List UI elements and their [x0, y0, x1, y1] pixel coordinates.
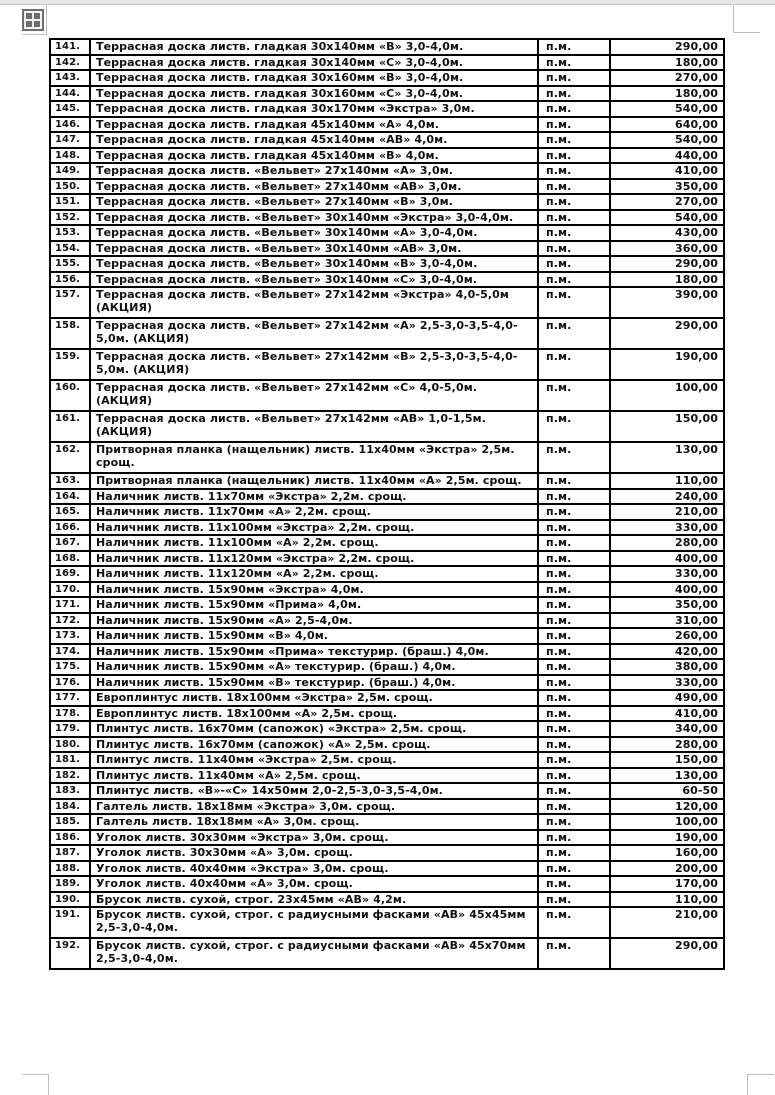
row-number-cell[interactable]: 184. [50, 799, 90, 815]
row-number-cell[interactable]: 141. [50, 39, 90, 55]
unit-cell[interactable]: п.м. [538, 520, 610, 536]
unit-cell[interactable]: п.м. [538, 504, 610, 520]
table-row [50, 210, 724, 226]
row-number-cell[interactable]: 170. [50, 582, 90, 598]
row-number-cell[interactable]: 152. [50, 210, 90, 226]
product-name-cell[interactable]: Плинтус листв. «В»-«С» 14х50мм 2,0-2,5-3,0-3,5-4,0м. [90, 783, 538, 799]
unit-cell[interactable]: п.м. [538, 706, 610, 722]
price-cell[interactable]: 180,00 [610, 55, 724, 71]
table-row [50, 768, 724, 784]
unit-cell[interactable]: п.м. [538, 148, 610, 164]
price-cell[interactable]: 190,00 [610, 349, 724, 380]
unit-cell[interactable]: п.м. [538, 597, 610, 613]
price-cell[interactable]: 110,00 [610, 473, 724, 489]
handle-cell [26, 13, 32, 19]
price-table [49, 38, 725, 970]
price-cell[interactable]: 400,00 [610, 551, 724, 567]
product-name-cell[interactable]: Террасная доска листв. «Вельвет» 27х142мм «Экстра» 4,0-5,0м (АКЦИЯ) [90, 287, 538, 318]
unit-cell[interactable]: п.м. [538, 690, 610, 706]
product-name-cell[interactable]: Наличник листв. 11х100мм «А» 2,2м. срощ. [90, 535, 538, 551]
price-cell[interactable]: 290,00 [610, 256, 724, 272]
price-cell[interactable]: 150,00 [610, 411, 724, 442]
row-number-cell[interactable]: 177. [50, 690, 90, 706]
product-name-cell[interactable]: Брусок листв. сухой, строг. 23х45мм «АВ» 4,2м. [90, 892, 538, 908]
table-row [50, 907, 724, 938]
price-cell[interactable]: 430,00 [610, 225, 724, 241]
product-name-cell[interactable]: Террасная доска листв. гладкая 45х140мм «АВ» 4,0м. [90, 132, 538, 148]
price-cell[interactable]: 330,00 [610, 520, 724, 536]
unit-cell[interactable]: п.м. [538, 380, 610, 411]
unit-cell[interactable]: п.м. [538, 535, 610, 551]
unit-cell[interactable]: п.м. [538, 892, 610, 908]
table-row [50, 225, 724, 241]
product-name-cell[interactable]: Террасная доска листв. «Вельвет» 27х142мм «А» 2,5-3,0-3,5-4,0-5,0м. (АКЦИЯ) [90, 318, 538, 349]
product-name-cell[interactable]: Террасная доска листв. «Вельвет» 27х142мм «В» 2,5-3,0-3,5-4,0-5,0м. (АКЦИЯ) [90, 349, 538, 380]
unit-cell[interactable]: п.м. [538, 411, 610, 442]
product-name-cell[interactable]: Наличник листв. 15х90мм «Экстра» 4,0м. [90, 582, 538, 598]
price-table-body [50, 39, 724, 969]
product-name-cell[interactable]: Уголок листв. 40х40мм «Экстра» 3,0м. срощ. [90, 861, 538, 877]
product-name-cell[interactable]: Притворная планка (нащельник) листв. 11х40мм «Экстра» 2,5м. срощ. [90, 442, 538, 473]
table-row [50, 163, 724, 179]
product-name-cell[interactable]: Наличник листв. 11х120мм «Экстра» 2,2м. срощ. [90, 551, 538, 567]
unit-cell[interactable]: п.м. [538, 675, 610, 691]
price-cell[interactable]: 270,00 [610, 194, 724, 210]
price-cell[interactable]: 110,00 [610, 892, 724, 908]
price-cell[interactable]: 310,00 [610, 613, 724, 629]
page-corner-mark-top-right [733, 6, 760, 33]
table-row [50, 442, 724, 473]
price-cell[interactable]: 190,00 [610, 830, 724, 846]
table-row [50, 659, 724, 675]
table-row [50, 101, 724, 117]
price-cell[interactable]: 130,00 [610, 442, 724, 473]
product-name-cell[interactable]: Террасная доска листв. гладкая 30х160мм «С» 3,0-4,0м. [90, 86, 538, 102]
row-number-cell[interactable]: 191. [50, 907, 90, 938]
row-number-cell[interactable]: 146. [50, 117, 90, 133]
price-cell[interactable]: 120,00 [610, 799, 724, 815]
product-name-cell[interactable]: Галтель листв. 18х18мм «Экстра» 3,0м. срощ. [90, 799, 538, 815]
table-row [50, 473, 724, 489]
table-row [50, 752, 724, 768]
product-name-cell[interactable]: Террасная доска листв. гладкая 30х170мм «Экстра» 3,0м. [90, 101, 538, 117]
row-number-cell[interactable]: 154. [50, 241, 90, 257]
row-number-cell[interactable]: 145. [50, 101, 90, 117]
table-row [50, 194, 724, 210]
unit-cell[interactable]: п.м. [538, 225, 610, 241]
table-row [50, 411, 724, 442]
row-number-cell[interactable]: 188. [50, 861, 90, 877]
price-cell[interactable]: 290,00 [610, 39, 724, 55]
product-name-cell[interactable]: Террасная доска листв. «Вельвет» 27х142мм «АВ» 1,0-1,5м. (АКЦИЯ) [90, 411, 538, 442]
product-name-cell[interactable]: Террасная доска листв. «Вельвет» 27х140мм «А» 3,0м. [90, 163, 538, 179]
price-cell[interactable]: 400,00 [610, 582, 724, 598]
unit-cell[interactable]: п.м. [538, 628, 610, 644]
row-number-cell[interactable]: 161. [50, 411, 90, 442]
row-number-cell[interactable]: 172. [50, 613, 90, 629]
table-row [50, 721, 724, 737]
row-number-cell[interactable]: 166. [50, 520, 90, 536]
row-number-cell[interactable]: 162. [50, 442, 90, 473]
table-row [50, 504, 724, 520]
unit-cell[interactable]: п.м. [538, 551, 610, 567]
unit-cell[interactable]: п.м. [538, 644, 610, 660]
unit-cell[interactable]: п.м. [538, 442, 610, 473]
unit-cell[interactable]: п.м. [538, 489, 610, 505]
table-row [50, 845, 724, 861]
row-number-cell[interactable]: 178. [50, 706, 90, 722]
row-number-cell[interactable]: 167. [50, 535, 90, 551]
row-number-cell[interactable]: 143. [50, 70, 90, 86]
table-row [50, 861, 724, 877]
row-number-cell[interactable]: 179. [50, 721, 90, 737]
table-row [50, 70, 724, 86]
row-number-cell[interactable]: 187. [50, 845, 90, 861]
table-row [50, 55, 724, 71]
price-cell[interactable]: 330,00 [610, 675, 724, 691]
product-name-cell[interactable]: Плинтус листв. 16х70мм (сапожок) «А» 2,5м. срощ. [90, 737, 538, 753]
product-name-cell[interactable]: Террасная доска листв. «Вельвет» 30х140мм «АВ» 3,0м. [90, 241, 538, 257]
price-cell[interactable]: 440,00 [610, 148, 724, 164]
product-name-cell[interactable]: Брусок листв. сухой, строг. с радиусными фасками «АВ» 45х70мм 2,5-3,0-4,0м. [90, 938, 538, 969]
unit-cell[interactable]: п.м. [538, 907, 610, 938]
product-name-cell[interactable]: Уголок листв. 30х30мм «Экстра» 3,0м. срощ. [90, 830, 538, 846]
product-name-cell[interactable]: Террасная доска листв. гладкая 45х140мм «В» 4,0м. [90, 148, 538, 164]
row-number-cell[interactable]: 158. [50, 318, 90, 349]
product-name-cell[interactable]: Наличник листв. 15х90мм «А» текстурир. (браш.) 4,0м. [90, 659, 538, 675]
table-row [50, 39, 724, 55]
unit-cell[interactable]: п.м. [538, 566, 610, 582]
price-cell[interactable]: 130,00 [610, 768, 724, 784]
row-number-cell[interactable]: 150. [50, 179, 90, 195]
product-name-cell[interactable]: Европлинтус листв. 18х100мм «Экстра» 2,5м. срощ. [90, 690, 538, 706]
unit-cell[interactable]: п.м. [538, 721, 610, 737]
row-number-cell[interactable]: 168. [50, 551, 90, 567]
table-row [50, 597, 724, 613]
product-name-cell[interactable]: Террасная доска листв. «Вельвет» 30х140мм «С» 3,0-4,0м. [90, 272, 538, 288]
price-cell[interactable]: 540,00 [610, 132, 724, 148]
product-name-cell[interactable]: Европлинтус листв. 18х100мм «А» 2,5м. срощ. [90, 706, 538, 722]
table-row [50, 380, 724, 411]
product-name-cell[interactable]: Наличник листв. 15х90мм «А» 2,5-4,0м. [90, 613, 538, 629]
product-name-cell[interactable]: Уголок листв. 30х30мм «А» 3,0м. срощ. [90, 845, 538, 861]
row-number-cell[interactable]: 185. [50, 814, 90, 830]
row-number-cell[interactable]: 169. [50, 566, 90, 582]
row-number-cell[interactable]: 151. [50, 194, 90, 210]
row-number-cell[interactable]: 163. [50, 473, 90, 489]
price-cell[interactable]: 280,00 [610, 535, 724, 551]
price-cell[interactable]: 360,00 [610, 241, 724, 257]
price-cell[interactable]: 420,00 [610, 644, 724, 660]
product-name-cell[interactable]: Террасная доска листв. «Вельвет» 30х140мм «В» 3,0-4,0м. [90, 256, 538, 272]
row-number-cell[interactable]: 149. [50, 163, 90, 179]
product-name-cell[interactable]: Наличник листв. 15х90мм «В» текстурир. (браш.) 4,0м. [90, 675, 538, 691]
product-name-cell[interactable]: Террасная доска листв. «Вельвет» 30х140мм «Экстра» 3,0-4,0м. [90, 210, 538, 226]
page-corner-mark-bottom-left [22, 1074, 49, 1095]
table-row [50, 566, 724, 582]
row-number-cell[interactable]: 159. [50, 349, 90, 380]
row-number-cell[interactable]: 157. [50, 287, 90, 318]
unit-cell[interactable]: п.м. [538, 349, 610, 380]
table-row [50, 613, 724, 629]
unit-cell[interactable]: п.м. [538, 799, 610, 815]
table-row [50, 690, 724, 706]
unit-cell[interactable]: п.м. [538, 272, 610, 288]
unit-cell[interactable]: п.м. [538, 256, 610, 272]
product-name-cell[interactable]: Галтель листв. 18х18мм «А» 3,0м. срощ. [90, 814, 538, 830]
row-number-cell[interactable]: 155. [50, 256, 90, 272]
unit-cell[interactable]: п.м. [538, 814, 610, 830]
table-row [50, 644, 724, 660]
table-row [50, 287, 724, 318]
table-row [50, 489, 724, 505]
unit-cell[interactable]: п.м. [538, 70, 610, 86]
product-name-cell[interactable]: Наличник листв. 11х70мм «Экстра» 2,2м. срощ. [90, 489, 538, 505]
price-cell[interactable]: 160,00 [610, 845, 724, 861]
table-row [50, 799, 724, 815]
row-number-cell[interactable]: 165. [50, 504, 90, 520]
handle-cell [34, 21, 40, 27]
unit-cell[interactable]: п.м. [538, 783, 610, 799]
price-cell[interactable]: 60-50 [610, 783, 724, 799]
product-name-cell[interactable]: Плинтус листв. 11х40мм «Экстра» 2,5м. срощ. [90, 752, 538, 768]
row-number-cell[interactable]: 180. [50, 737, 90, 753]
unit-cell[interactable]: п.м. [538, 876, 610, 892]
price-cell[interactable]: 490,00 [610, 690, 724, 706]
product-name-cell[interactable]: Террасная доска листв. гладкая 30х140мм «В» 3,0-4,0м. [90, 39, 538, 55]
table-row [50, 179, 724, 195]
price-cell[interactable]: 290,00 [610, 318, 724, 349]
table-row [50, 318, 724, 349]
row-number-cell[interactable]: 148. [50, 148, 90, 164]
price-cell[interactable]: 350,00 [610, 597, 724, 613]
unit-cell[interactable]: п.м. [538, 86, 610, 102]
unit-cell[interactable]: п.м. [538, 241, 610, 257]
row-number-cell[interactable]: 190. [50, 892, 90, 908]
handle-cell [26, 21, 32, 27]
price-cell[interactable]: 100,00 [610, 814, 724, 830]
product-name-cell[interactable]: Наличник листв. 11х100мм «Экстра» 2,2м. срощ. [90, 520, 538, 536]
row-number-cell[interactable]: 153. [50, 225, 90, 241]
table-row [50, 241, 724, 257]
price-cell[interactable]: 280,00 [610, 737, 724, 753]
table-move-handle-icon[interactable] [22, 9, 44, 31]
price-cell[interactable]: 340,00 [610, 721, 724, 737]
table-row [50, 520, 724, 536]
price-cell[interactable]: 180,00 [610, 272, 724, 288]
table-row [50, 256, 724, 272]
price-cell[interactable]: 100,00 [610, 380, 724, 411]
price-cell[interactable]: 350,00 [610, 179, 724, 195]
price-cell[interactable]: 270,00 [610, 70, 724, 86]
price-cell[interactable]: 330,00 [610, 566, 724, 582]
price-cell[interactable]: 260,00 [610, 628, 724, 644]
price-cell[interactable]: 210,00 [610, 907, 724, 938]
product-name-cell[interactable]: Наличник листв. 15х90мм «Прима» 4,0м. [90, 597, 538, 613]
product-name-cell[interactable]: Наличник листв. 15х90мм «Прима» текстурир. (браш.) 4,0м. [90, 644, 538, 660]
table-row [50, 551, 724, 567]
price-cell[interactable]: 180,00 [610, 86, 724, 102]
table-row [50, 582, 724, 598]
row-number-cell[interactable]: 147. [50, 132, 90, 148]
row-number-cell[interactable]: 144. [50, 86, 90, 102]
unit-cell[interactable]: п.м. [538, 861, 610, 877]
table-row [50, 132, 724, 148]
product-name-cell[interactable]: Террасная доска листв. «Вельвет» 27х140мм «В» 3,0м. [90, 194, 538, 210]
page-corner-mark-bottom-right [747, 1074, 774, 1095]
product-name-cell[interactable]: Уголок листв. 40х40мм «А» 3,0м. срощ. [90, 876, 538, 892]
product-name-cell[interactable]: Наличник листв. 11х120мм «А» 2,2м. срощ. [90, 566, 538, 582]
price-cell[interactable]: 170,00 [610, 876, 724, 892]
table-row [50, 830, 724, 846]
unit-cell[interactable]: п.м. [538, 830, 610, 846]
unit-cell[interactable]: п.м. [538, 287, 610, 318]
table-row [50, 706, 724, 722]
table-row [50, 783, 724, 799]
unit-cell[interactable]: п.м. [538, 659, 610, 675]
price-cell[interactable]: 640,00 [610, 117, 724, 133]
unit-cell[interactable]: п.м. [538, 582, 610, 598]
row-number-cell[interactable]: 171. [50, 597, 90, 613]
product-name-cell[interactable]: Плинтус листв. 11х40мм «А» 2,5м. срощ. [90, 768, 538, 784]
product-name-cell[interactable]: Террасная доска листв. «Вельвет» 30х140мм «А» 3,0-4,0м. [90, 225, 538, 241]
price-cell[interactable]: 240,00 [610, 489, 724, 505]
unit-cell[interactable]: п.м. [538, 752, 610, 768]
table-row [50, 86, 724, 102]
price-cell[interactable]: 290,00 [610, 938, 724, 969]
unit-cell[interactable]: п.м. [538, 132, 610, 148]
table-row [50, 737, 724, 753]
price-cell[interactable]: 210,00 [610, 504, 724, 520]
price-cell[interactable]: 540,00 [610, 101, 724, 117]
table-row [50, 876, 724, 892]
unit-cell[interactable]: п.м. [538, 39, 610, 55]
table-row [50, 148, 724, 164]
row-number-cell[interactable]: 160. [50, 380, 90, 411]
unit-cell[interactable]: п.м. [538, 613, 610, 629]
table-row [50, 628, 724, 644]
unit-cell[interactable]: п.м. [538, 210, 610, 226]
unit-cell[interactable]: п.м. [538, 179, 610, 195]
row-number-cell[interactable]: 174. [50, 644, 90, 660]
price-cell[interactable]: 150,00 [610, 752, 724, 768]
unit-cell[interactable]: п.м. [538, 938, 610, 969]
row-number-cell[interactable]: 181. [50, 752, 90, 768]
price-cell[interactable]: 380,00 [610, 659, 724, 675]
row-number-cell[interactable]: 164. [50, 489, 90, 505]
table-row [50, 349, 724, 380]
row-number-cell[interactable]: 156. [50, 272, 90, 288]
unit-cell[interactable]: п.м. [538, 473, 610, 489]
unit-cell[interactable]: п.м. [538, 55, 610, 71]
unit-cell[interactable]: п.м. [538, 768, 610, 784]
row-number-cell[interactable]: 183. [50, 783, 90, 799]
unit-cell[interactable]: п.м. [538, 194, 610, 210]
row-number-cell[interactable]: 176. [50, 675, 90, 691]
product-name-cell[interactable]: Наличник листв. 11х70мм «А» 2,2м. срощ. [90, 504, 538, 520]
table-row [50, 535, 724, 551]
row-number-cell[interactable]: 186. [50, 830, 90, 846]
unit-cell[interactable]: п.м. [538, 737, 610, 753]
row-number-cell[interactable]: 192. [50, 938, 90, 969]
product-name-cell[interactable]: Брусок листв. сухой, строг. с радиусными фасками «АВ» 45х45мм 2,5-3,0-4,0м. [90, 907, 538, 938]
handle-cell [34, 13, 40, 19]
unit-cell[interactable]: п.м. [538, 163, 610, 179]
unit-cell[interactable]: п.м. [538, 845, 610, 861]
table-row [50, 938, 724, 969]
price-cell[interactable]: 410,00 [610, 706, 724, 722]
row-number-cell[interactable]: 182. [50, 768, 90, 784]
table-row [50, 892, 724, 908]
unit-cell[interactable]: п.м. [538, 117, 610, 133]
product-name-cell[interactable]: Плинтус листв. 16х70мм (сапожок) «Экстра» 2,5м. срощ. [90, 721, 538, 737]
unit-cell[interactable]: п.м. [538, 101, 610, 117]
row-number-cell[interactable]: 175. [50, 659, 90, 675]
product-name-cell[interactable]: Террасная доска листв. гладкая 30х140мм «С» 3,0-4,0м. [90, 55, 538, 71]
table-row [50, 675, 724, 691]
table-row [50, 117, 724, 133]
price-cell[interactable]: 540,00 [610, 210, 724, 226]
unit-cell[interactable]: п.м. [538, 318, 610, 349]
product-name-cell[interactable]: Террасная доска листв. гладкая 30х160мм «В» 3,0-4,0м. [90, 70, 538, 86]
product-name-cell[interactable]: Террасная доска листв. «Вельвет» 27х142мм «С» 4,0-5,0м. (АКЦИЯ) [90, 380, 538, 411]
product-name-cell[interactable]: Наличник листв. 15х90мм «В» 4,0м. [90, 628, 538, 644]
table-row [50, 272, 724, 288]
product-name-cell[interactable]: Террасная доска листв. «Вельвет» 27х140мм «АВ» 3,0м. [90, 179, 538, 195]
table-row [50, 814, 724, 830]
product-name-cell[interactable]: Притворная планка (нащельник) листв. 11х40мм «А» 2,5м. срощ. [90, 473, 538, 489]
price-cell[interactable]: 390,00 [610, 287, 724, 318]
price-cell[interactable]: 410,00 [610, 163, 724, 179]
product-name-cell[interactable]: Террасная доска листв. гладкая 45х140мм «А» 4,0м. [90, 117, 538, 133]
row-number-cell[interactable]: 189. [50, 876, 90, 892]
row-number-cell[interactable]: 173. [50, 628, 90, 644]
price-cell[interactable]: 200,00 [610, 861, 724, 877]
row-number-cell[interactable]: 142. [50, 55, 90, 71]
